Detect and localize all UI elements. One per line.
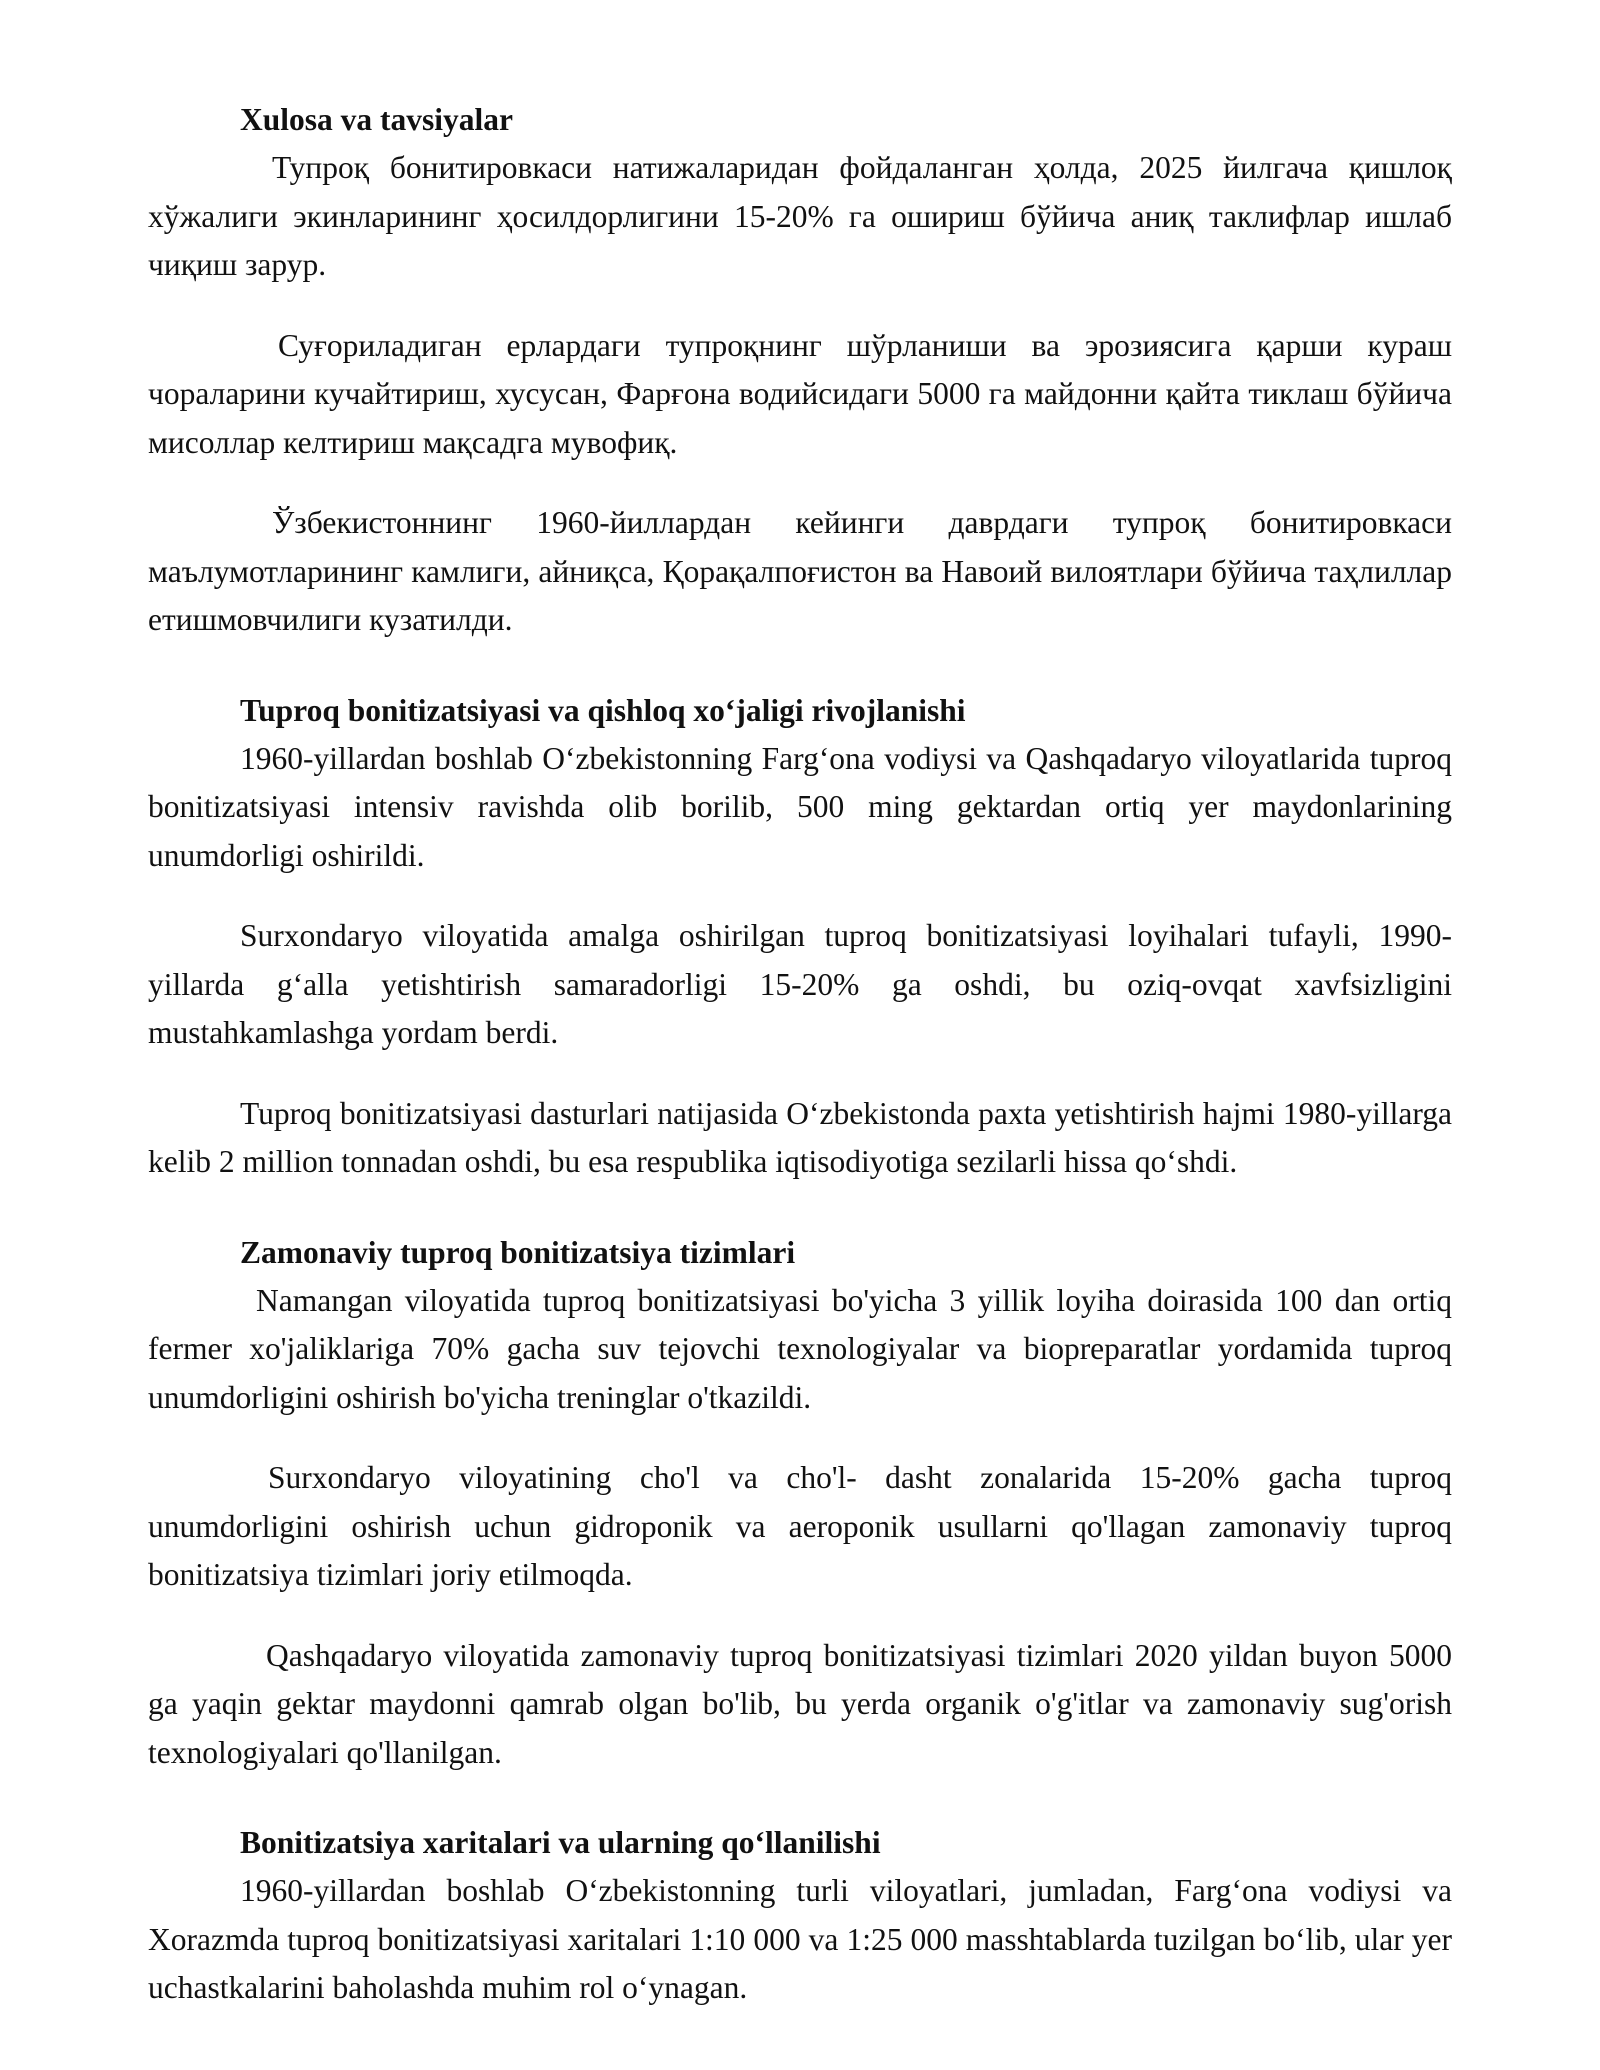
paragraph: Tuproq bonitizatsiyasi dasturlari natijasida O‘zbekistonda paxta yetishtirish hajmi 1980-yillarga kelib 2 million tonnadan oshdi, bu esa respublika iqtisodiyotiga sezilarli hissa qo‘shdi. [148, 1095, 1452, 1179]
paragraph: 1960-yillardan boshlab O‘zbekistonning Farg‘ona vodiysi va Qashqadaryo viloyatlarida tuproq bonitizatsiyasi intensiv ravishda olib borilib, 500 ming gektardan ortiq yer maydonlarining unumdorligi oshirildi. [148, 740, 1452, 873]
paragraph: Namangan viloyatida tuproq bonitizatsiyasi bo'yicha 3 yillik loyiha doirasida 100 dan ortiq fermer xo'jaliklariga 70% gacha suv tejovchi texnologiyalar va biopreparatlar yordamida tuproq unumdorligini oshirish bo'yicha treninglar o'tkazildi. [148, 1282, 1452, 1415]
paragraph: Тупроқ бонитировкаси натижаларидан фойдаланган ҳолда, 2025 йилгача қишлоқ хўжалиги экинларининг ҳосилдорлигини 15-20% га ошириш бўйича аниқ таклифлар ишлаб чиқиш зарур. [148, 150, 1452, 282]
paragraph: Qashqadaryo viloyatida zamonaviy tuproq bonitizatsiyasi tizimlari 2020 yildan buyon 5000 ga yaqin gektar maydonni qamrab olgan bo'lib, bu yerda organik o'g'itlar va zamonaviy sug'orish texnologiyalari qo'llanilgan. [148, 1637, 1452, 1770]
paragraph: Surxondaryo viloyatining cho'l va cho'l- dasht zonalarida 15-20% gacha tuproq unumdorligini oshirish uchun gidroponik va aeroponik usullarni qo'llagan zamonaviy tuproq bonitizatsiya tizimlari joriy etilmoqda. [148, 1460, 1452, 1592]
paragraph: Суғориладиган ерлардаги тупроқнинг шўрланиши ва эрозиясига қарши кураш чораларини кучайтириш, хусусан, Фарғона водийсидаги 5000 га майдонни қайта тиклаш бўйича мисоллар келтириш мақсадга мувофиқ. [148, 327, 1452, 460]
section-heading-conclusions: Xulosa va tavsiyalar [240, 102, 514, 137]
section-heading-agriculture: Tuproq bonitizatsiyasi va qishloq xo‘jaligi rivojlanishi [240, 692, 966, 728]
paragraph: Surxondaryo viloyatida amalga oshirilgan tuproq bonitizatsiyasi loyihalari tufayli, 1990-yillarda g‘alla yetishtirish samaradorligi 15-20% ga oshdi, bu oziq-ovqat xavfsizligini mustahkamlashga yordam berdi. [148, 918, 1452, 1050]
paragraph: Ўзбекистоннинг 1960-йиллардан кейинги даврдаги тупроқ бонитировкаси маълумотларининг камлиги, айниқса, Қорақалпоғистон ва Навоий вилоятлари бўйича таҳлиллар етишмовчилиги кузатилди. [148, 505, 1452, 637]
paragraph: 1960-yillardan boshlab O‘zbekistonning turli viloyatlari, jumladan, Farg‘ona vodiysi va Xorazmda tuproq bonitizatsiyasi xaritalari 1:10 000 va 1:25 000 masshtablarda tuzilgan bo‘lib, ular yer uchastkalarini baholashda muhim rol o‘ynagan. [148, 1873, 1452, 2005]
section-heading-maps: Bonitizatsiya xaritalari va ularning qo‘llanilishi [240, 1825, 881, 1860]
section-heading-modern-systems: Zamonaviy tuproq bonitizatsiya tizimlari [240, 1234, 796, 1270]
